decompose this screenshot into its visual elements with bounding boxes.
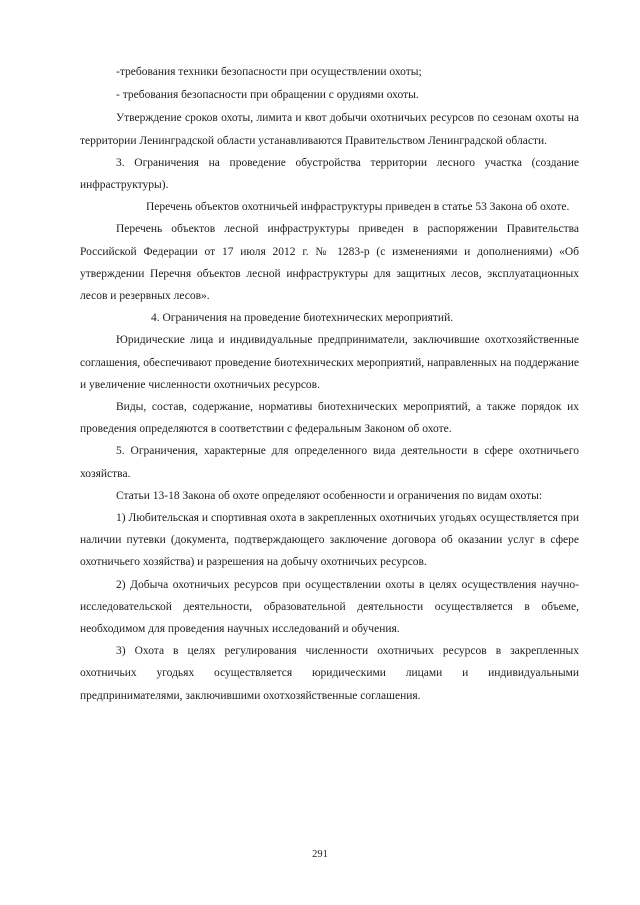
paragraph-restriction-3-heading: 3. Ограничения на проведение обустройства территории лесного участка (создание инфраструктуры).: [80, 156, 579, 192]
paragraph-articles-13-18: Статьи 13-18 Закона об охоте определяют особенности и ограничения по видам охоты:: [116, 489, 543, 502]
page-number: 291: [312, 849, 328, 860]
paragraph-safety-weapons: - требования безопасности при обращении с орудиями охоты.: [116, 89, 419, 102]
paragraph-hunting-infrastructure: Перечень объектов охотничьей инфраструктуры приведен в статье 53 Закона об охоте.: [146, 201, 570, 214]
paragraph-forest-infrastructure: Перечень объектов лесной инфраструктуры приведен в распоряжении Правительства Российской Федерации от 17 июля 2012 г. № 1283-р (с изменениями и дополнениями) «Об утверждении Перечня объектов лесной инфраструктуры для защитных лесов, эксплуатационных лесов и резервных лесов».: [80, 223, 579, 303]
document-body: [80, 61, 579, 707]
paragraph-biotechnical-types: Виды, состав, содержание, нормативы биотехнических мероприятий, а также порядок их проведения определяются в соответствии с федеральным Законом об охоте.: [80, 401, 579, 436]
paragraph-restriction-5-heading: 5. Ограничения, характерные для определенного вида деятельности в сфере охотничьего хозяйства.: [80, 445, 579, 480]
paragraph-restriction-4-heading: 4. Ограничения на проведение биотехнических мероприятий.: [151, 312, 454, 325]
paragraph-amateur-hunting: 1) Любительская и спортивная охота в закрепленных охотничьих угодьях осуществляется при наличии путевки (документа, подтверждающего заключение договора об оказании услуг в сфере охотничьего хозяйства) и разрешения на добычу охотничьих ресурсов.: [80, 512, 579, 569]
paragraph-safety-hunting: -требования техники безопасности при осуществлении охоты;: [116, 66, 422, 78]
paragraph-research-hunting: 2) Добыча охотничьих ресурсов при осуществлении охоты в целях осуществления научно-исследовательской деятельности, образовательной деятельности осуществляется в объеме, необходимом для проведения научных исследований и обучения.: [80, 578, 579, 636]
paragraph-regulation-hunting: 3) Охота в целях регулирования численности охотничьих ресурсов в закрепленных охотничьих угодьях осуществляется юридическими лицами и индивидуальными предпринимателями, заключившими охотхозяйственные соглашения.: [80, 645, 579, 702]
paragraph-biotechnical-responsibility: Юридические лица и индивидуальные предприниматели, заключившие охотхозяйственные соглашения, обеспечивают проведение биотехнических мероприятий, направленных на поддержание и увеличение численности охотничьих ресурсов.: [80, 334, 579, 391]
paragraph-hunting-seasons: Утверждение сроков охоты, лимита и квот добычи охотничьих ресурсов по сезонам охоты на территории Ленинградской области устанавливаются Правительством Ленинградской области.: [80, 112, 579, 147]
